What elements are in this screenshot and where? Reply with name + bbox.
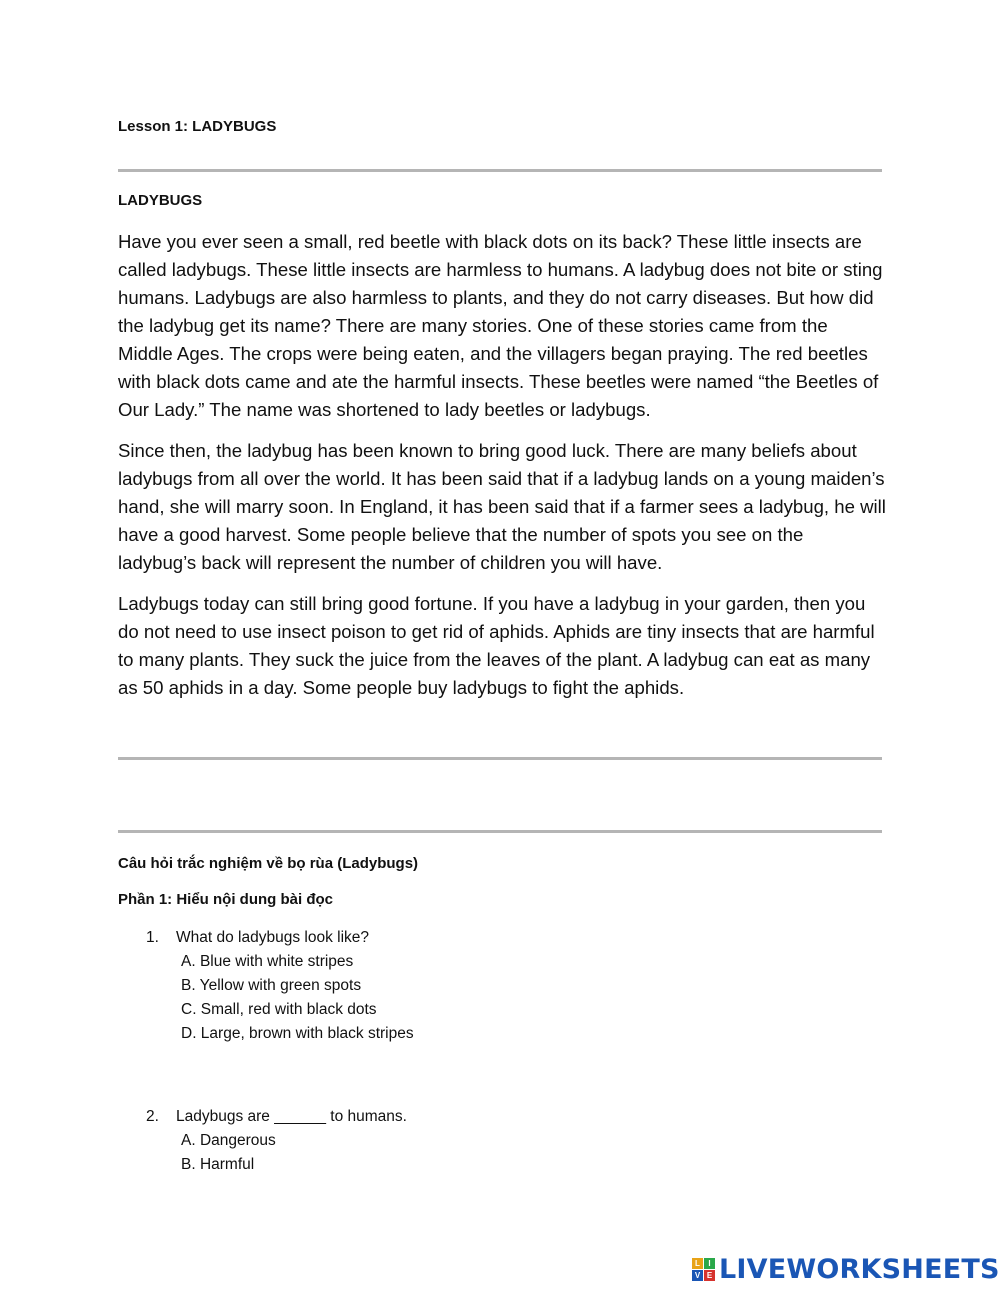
answer-option[interactable]: A. Blue with white stripes: [181, 953, 354, 970]
question-number: 2.: [146, 1108, 159, 1125]
liveworksheets-logo: [692, 1254, 1000, 1285]
answer-option[interactable]: A. Dangerous: [181, 1132, 276, 1149]
answer-option[interactable]: C. Small, red with black dots: [181, 1001, 377, 1018]
lesson-title: Lesson 1: LADYBUGS: [118, 118, 277, 135]
answer-option[interactable]: B. Harmful: [181, 1156, 255, 1173]
divider-quiz: [118, 830, 882, 833]
logo-letter: V: [692, 1270, 703, 1281]
logo-letter: L: [692, 1258, 703, 1269]
logo-text: LIVEWORKSHEETS: [719, 1254, 1000, 1285]
question-2: [146, 1105, 407, 1177]
quiz-part-heading: Phần 1: Hiểu nội dung bài đọc: [118, 891, 334, 908]
logo-mark-icon: [692, 1258, 715, 1281]
question-1: [146, 926, 414, 1046]
quiz-title: Câu hỏi trắc nghiệm về bọ rùa (Ladybugs): [118, 855, 419, 872]
passage-paragraph-3: Ladybugs today can still bring good fortune. If you have a ladybug in your garden, then you do not need to use insect poison to get rid of aphids. Aphids are tiny insects that are harmful to many plants. They suck the juice from the leaves of the plant. A ladybug can eat as many as 50 aphids in a day. Some people buy ladybugs to fight the aphids.: [118, 593, 875, 698]
logo-letter: E: [704, 1270, 715, 1281]
question-number: 1.: [146, 929, 159, 946]
question-text: What do ladybugs look like?: [176, 929, 370, 946]
divider-top: [118, 169, 882, 172]
answer-option[interactable]: D. Large, brown with black stripes: [181, 1025, 414, 1042]
logo-letter: I: [704, 1258, 715, 1269]
passage-paragraph-1: Have you ever seen a small, red beetle with black dots on its back? These little insects are called ladybugs. These little insects are harmless to humans. A ladybug does not bite or sting humans. Ladybugs are also harmless to plants, and they do not carry diseases. But how did the ladybug get its name? There are many stories. One of these stories came from the Middle Ages. The crops were being eaten, and the villagers began praying. The red beetles with black dots came and ate the harmful insects. These beetles were named “the Beetles of Our Lady.” The name was shortened to lady beetles or ladybugs.: [118, 231, 883, 420]
divider-middle: [118, 757, 882, 760]
passage-title: LADYBUGS: [118, 192, 203, 209]
reading-passage: [118, 228, 886, 715]
passage-paragraph-2: Since then, the ladybug has been known to bring good luck. There are many beliefs about ladybugs from all over the world. It has been said that if a ladybug lands on a young maiden’s hand, she will marry soon. In England, it has been said that if a farmer sees a ladybug, he will have a good harvest. Some people believe that the number of spots you see on the ladybug’s back will represent the number of children you will have.: [118, 440, 886, 573]
answer-option[interactable]: B. Yellow with green spots: [181, 977, 362, 994]
question-text: Ladybugs are ______ to humans.: [176, 1108, 407, 1125]
